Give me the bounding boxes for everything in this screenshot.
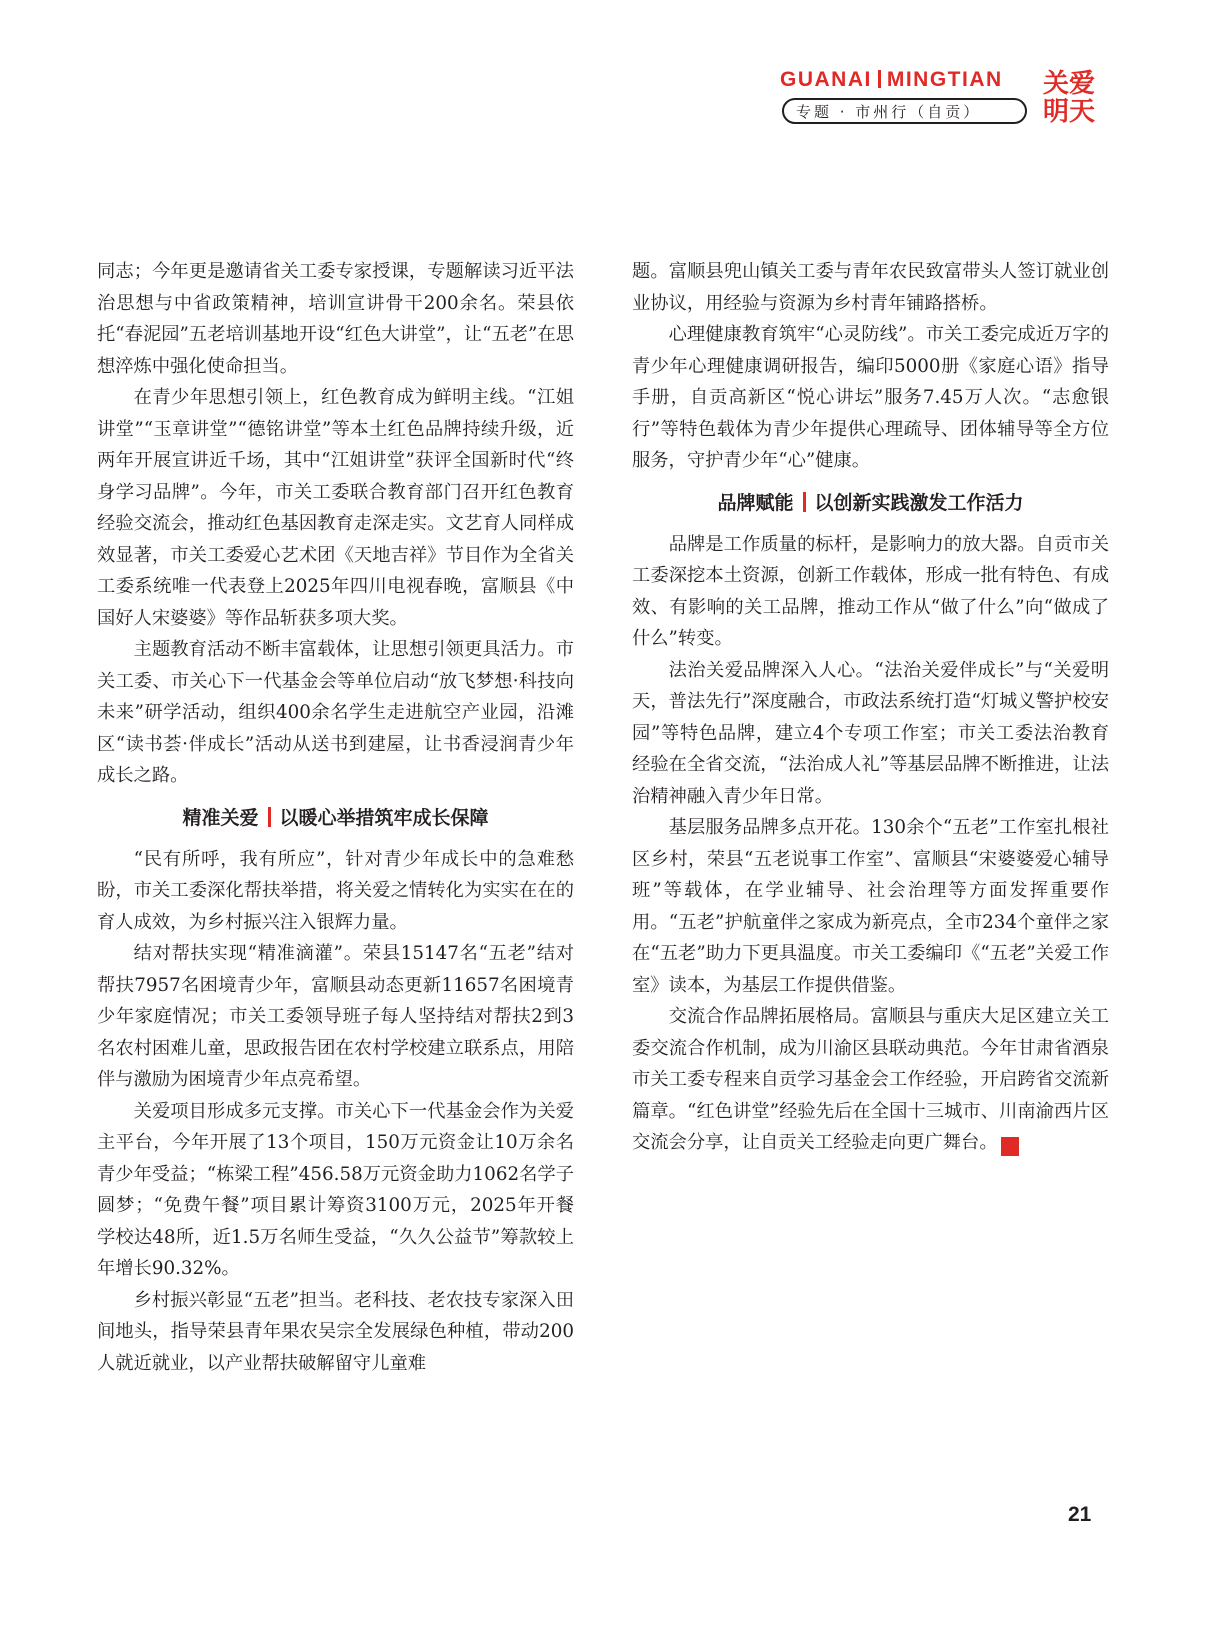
paragraph: 心理健康教育筑牢“心灵防线”。市关工委完成近万字的青少年心理健康调研报告，编印5000册《家庭心语》指导手册，自贡高新区“悦心讲坛”服务7.45万人次。“志愈银行”等特色载体为青少年提供心理疏导、团体辅导等全方位服务，守护青少年“心”健康。: [632, 324, 1109, 471]
magazine-logo: [1043, 70, 1103, 126]
paragraph: 在青少年思想引领上，红色教育成为鲜明主线。“江姐讲堂”“玉章讲堂”“德铭讲堂”等本土红色品牌持续升级，近两年开展宣讲近千场，其中“江姐讲堂”获评全国新时代“终身学习品牌”。今年，市关工委联合教育部门召开红色教育经验交流会，推动红色基因教育走深走实。文艺育人同样成效显著，市关工委爱心艺术团《天地吉祥》节目作为全省关工委系统唯一代表登上2025年四川电视春晚，富顺县《中国好人宋婆婆》等作品斩获多项大奖。: [97, 387, 574, 629]
heading-divider: [803, 492, 806, 512]
brand-line: [780, 68, 1003, 92]
page-header: [780, 62, 1200, 132]
paragraph: 关爱项目形成多元支撑。市关心下一代基金会作为关爱主平台，今年开展了13个项目，150万元资金让10万余名青少年受益；“栋梁工程”456.58万元资金助力1062名学子圆梦；“免费午餐”项目累计筹资3100万元，2025年开餐学校达48所，近1.5万名师生受益，“久久公益节”筹款较上年增长90.32%。: [97, 1100, 574, 1279]
paragraph: 主题教育活动不断丰富载体，让思想引领更具活力。市关工委、市关心下一代基金会等单位启动“放飞梦想·科技向未来”研学活动，组织400余名学生走进航空产业园，沿滩区“读书荟·伴成长”活动从送书到建屋，让书香浸润青少年成长之路。: [97, 639, 574, 786]
paragraph: “民有所呼，我有所应”，针对青少年成长中的急难愁盼，市关工委深化帮扶举措，将关爱之情转化为实实在在的育人成效，为乡村振兴注入银辉力量。: [97, 848, 574, 933]
paragraph: 乡村振兴彰显“五老”担当。老科技、老农技专家深入田间地头，指导荣县青年果农吴宗全发展绿色种植，带动200人就近就业，以产业帮扶破解留守儿童难: [97, 1289, 574, 1374]
heading-divider: [268, 807, 271, 827]
page-number: 21: [1068, 1503, 1092, 1526]
paragraph: [632, 1001, 1109, 1159]
section-label: 专题 · 市州行（自贡）: [796, 103, 982, 121]
heading-main: 品牌赋能: [717, 491, 794, 514]
paragraph: 同志；今年更是邀请省关工委专家授课，专题解读习近平法治思想与中省政策精神，培训宣讲骨干200余名。荣县依托“春泥园”五老培训基地开设“红色大讲堂”，让“五老”在思想淬炼中强化使命担当。: [97, 261, 574, 377]
section-label-frame: [782, 98, 1027, 124]
right-column: [632, 256, 1109, 1159]
paragraph: 法治关爱品牌深入人心。“法治关爱伴成长”与“关爱明天，普法先行”深度融合，市政法系统打造“灯城义警护校安园”等特色品牌，建立4个专项工作室；市关工委法治教育经验在全省交流，“法治成人礼”等基层品牌不断推进，让法治精神融入青少年日常。: [632, 659, 1109, 807]
heading-sub: 以创新实践激发工作活力: [814, 491, 1024, 514]
heading-main: 精准关爱: [182, 806, 259, 829]
end-mark-icon: 关: [1001, 1137, 1019, 1156]
brand-right: MINGTIAN: [886, 68, 1003, 91]
paragraph: 结对帮扶实现“精准滴灌”。荣县15147名“五老”结对帮扶7957名困境青少年，富顺县动态更新11657名困境青少年家庭情况；市关工委领导班子每人坚持结对帮扶2到3名农村困难儿童，思政报告团在农村学校建立联系点，用陪伴与激励为困境青少年点亮希望。: [97, 943, 574, 1090]
logo-line2: 明天: [1043, 97, 1096, 127]
section-heading: [97, 803, 574, 833]
logo-line1: 关爱: [1043, 69, 1096, 99]
heading-sub: 以暖心举措筑牢成长保障: [279, 806, 489, 829]
paragraph-text: 交流合作品牌拓展格局。富顺县与重庆大足区建立关工委交流合作机制，成为川渝区县联动典范。今年甘肃省酒泉市关工委专程来自贡学习基金会工作经验，开启跨省交流新篇章。“红色讲堂”经验先后在全国十三城市、川南渝西片区交流会分享，让自贡关工经验走向更广舞台。: [632, 1006, 1109, 1153]
brand-left: GUANAI: [780, 68, 872, 91]
paragraph: 基层服务品牌多点开花。130余个“五老”工作室扎根社区乡村，荣县“五老说事工作室”、富顺县“宋婆婆爱心辅导班”等载体，在学业辅导、社会治理等方面发挥重要作用。“五老”护航童伴之家成为新亮点，全市234个童伴之家在“五老”助力下更具温度。市关工委编印《“五老”关爱工作室》读本，为基层工作提供借鉴。: [632, 817, 1109, 996]
paragraph: 题。富顺县兜山镇关工委与青年农民致富带头人签订就业创业协议，用经验与资源为乡村青年铺路搭桥。: [632, 261, 1109, 314]
left-column: [97, 256, 574, 1379]
section-heading: [632, 488, 1109, 518]
paragraph: 品牌是工作质量的标杆，是影响力的放大器。自贡市关工委深挖本土资源，创新工作载体，形成一批有特色、有成效、有影响的关工品牌，推动工作从“做了什么”向“做成了什么”转变。: [632, 533, 1109, 649]
brand-separator: [878, 70, 881, 88]
